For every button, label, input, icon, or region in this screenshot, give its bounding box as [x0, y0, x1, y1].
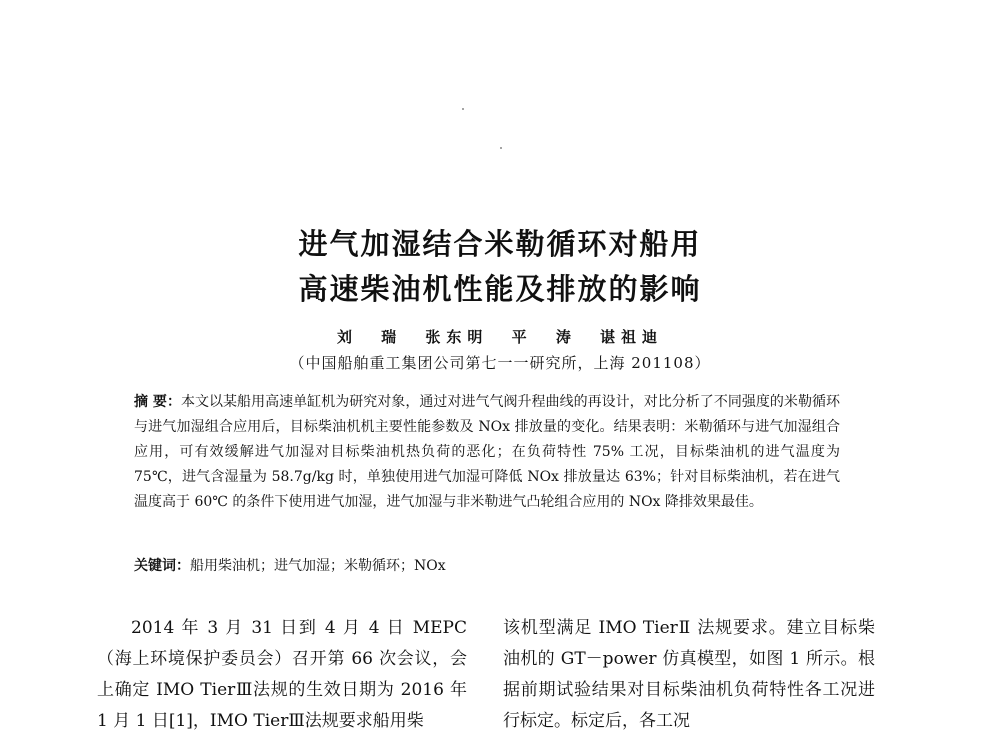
abstract — [134, 390, 840, 515]
abstract-label: 摘 要： — [134, 394, 181, 410]
author-list: 刘 瑞 张东明 平 涛 谌祖迪 — [336, 328, 664, 346]
keywords-label: 关键词： — [134, 558, 190, 574]
scan-speck — [500, 147, 502, 149]
body-column-right: 该机型满足 IMO TierⅡ 法规要求。建立目标柴油机的 GT－power 仿真模型，如图 1 所示。根据前期试验结果对目标柴油机负荷特性各工况进行标定。标定后，各工况 — [503, 618, 875, 731]
scan-speck — [462, 108, 464, 110]
paper-title-line-2: 高速柴油机性能及排放的影响 — [298, 272, 702, 306]
keywords-text: 船用柴油机；进气加湿；米勒循环；NOx — [190, 558, 446, 574]
keywords — [134, 554, 840, 579]
affiliation: （中国船舶重工集团公司第七一一研究所，上海 201108） — [289, 354, 711, 372]
body-column-left: 2014 年 3 月 31 日到 4 月 4 日 MEPC（海上环境保护委员会）召开第 66 次会议，会上确定 IMO TierⅢ法规的生效日期为 2016 年 1 月 1 日[1]，IMO TierⅢ法规要求船用柴 — [97, 618, 467, 731]
paper-title-line-1: 进气加湿结合米勒循环对船用 — [298, 227, 702, 261]
abstract-text: 本文以某船用高速单缸机为研究对象，通过对进气气阀升程曲线的再设计，对比分析了不同强度的米勒循环与进气加湿组合应用后，目标柴油机机主要性能参数及 NOx 排放量的变化。结果表明：米勒循环与进气加湿组合应用，可有效缓解进气加湿对目标柴油机热负荷的恶化；在负荷特性 75% 工况，目标柴油机的进气温度为 75℃，进气含湿量为 58.7g/kg 时，单独使用进气加湿可降低 NOx 排放量达 63%；针对目标柴油机，若在进气温度高于 60℃ 的条件下使用进气加湿，进气加湿与非米勒进气凸轮组合应用的 NOx 降排效果最佳。 — [134, 394, 841, 510]
